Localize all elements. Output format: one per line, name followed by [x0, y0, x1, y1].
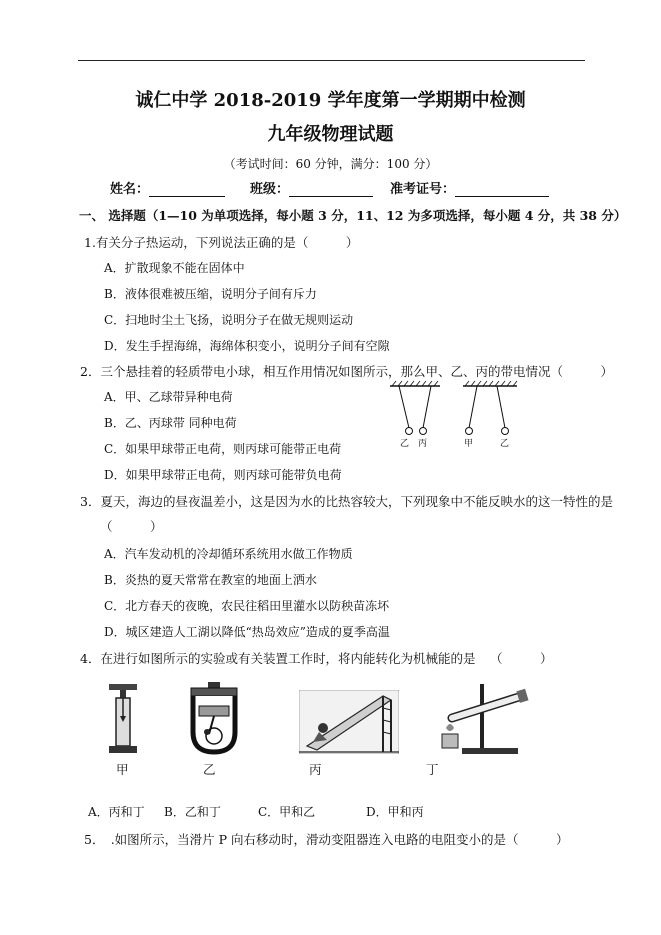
id-blank[interactable]: [455, 182, 549, 197]
class-field: [250, 178, 373, 197]
exam-info: （考试时间：60 分钟，满分：100 分）: [223, 157, 438, 171]
name-field: [110, 178, 225, 197]
ball-label-yi-left: 乙: [400, 439, 410, 449]
question-1-stem: 1.有关分子热运动，下列说法正确的是（ ）: [84, 235, 359, 250]
slide-figure: [299, 690, 399, 754]
name-blank[interactable]: [149, 182, 225, 197]
test-tube-figure: [432, 680, 532, 756]
question-4-option-b: B．乙和丁: [164, 805, 221, 819]
question-4-option-c: C．甲和乙: [258, 805, 316, 819]
ball-label-yi-right: 乙: [500, 439, 510, 449]
question-1-option-b: B．液体很难被压缩，说明分子间有斥力: [104, 287, 317, 301]
question-4-option-d: D．甲和丙: [366, 805, 424, 819]
ball-label-jia: 甲: [464, 439, 474, 449]
question-2-stem: 2．三个悬挂着的轻质带电小球，相互作用情况如图所示，那么甲、乙、丙的带电情况（ ）: [80, 364, 613, 379]
question-3-stem: 3．夏天，海边的昼夜温差小，这是因为水的比热容较大，下列现象中不能反映水的这一特性的是: [80, 494, 613, 509]
question-2-option-b: B．乙、丙球带 同种电荷: [104, 416, 237, 430]
figure-label-ding: 丁: [426, 762, 439, 777]
class-label: 班级：: [250, 182, 290, 197]
figure-label-bing: 丙: [309, 762, 322, 777]
header-rule: [78, 60, 585, 61]
exam-subtitle: 九年级物理试题: [267, 124, 394, 145]
question-1-option-d: D．发生手捏海绵，海绵体积变小，说明分子间有空隙: [104, 339, 390, 353]
exam-title: 诚仁中学 2018-2019 学年度第一学期期中检测: [135, 90, 526, 111]
question-1-option-a: A．扩散现象不能在固体中: [104, 261, 245, 275]
question-3-option-b: B．炎热的夏天常常在教室的地面上洒水: [104, 573, 317, 587]
engine-cylinder-figure: [183, 680, 245, 756]
question-2-option-c: C．如果甲球带正电荷，则丙球可能带正电荷: [104, 442, 342, 456]
section-heading: 一、 选择题（1—10 为单项选择，每小题 3 分，11、12 为多项选择，每小题 4 分，共 38 分）: [79, 208, 627, 223]
question-4-stem: 4．在进行如图所示的实验或有关装置工作时，将内能转化为机械能的是: [80, 651, 476, 666]
question-3-stem-paren: （ ）: [100, 519, 163, 534]
fire-syringe-figure: [105, 680, 141, 756]
name-label: 姓名：: [110, 182, 150, 197]
ball-label-bing: 丙: [418, 439, 428, 449]
class-blank[interactable]: [289, 182, 373, 197]
id-label: 准考证号：: [390, 182, 456, 197]
figure-label-jia: 甲: [116, 762, 129, 777]
question-5-stem: 5． .如图所示，当滑片 P 向右移动时，滑动变阻器连入电路的电阻变小的是（ ）: [84, 832, 569, 847]
question-4-option-a: A．丙和丁: [88, 805, 145, 819]
id-field: [390, 178, 549, 197]
question-4-paren: （ ）: [490, 651, 553, 666]
figure-label-yi: 乙: [203, 762, 216, 777]
question-2-option-a: A．甲、乙球带异种电荷: [104, 390, 233, 404]
question-2-option-d: D．如果甲球带正电荷，则丙球可能带负电荷: [104, 468, 342, 482]
question-1-option-c: C．扫地时尘土飞扬，说明分子在做无规则运动: [104, 313, 354, 327]
question-3-option-a: A．汽车发动机的冷却循环系统用水做工作物质: [104, 547, 353, 561]
question-3-option-c: C．北方春天的夜晚，农民往稻田里灌水以防秧苗冻坏: [104, 599, 390, 613]
question-3-option-d: D．城区建造人工湖以降低“热岛效应”造成的夏季高温: [104, 625, 390, 639]
